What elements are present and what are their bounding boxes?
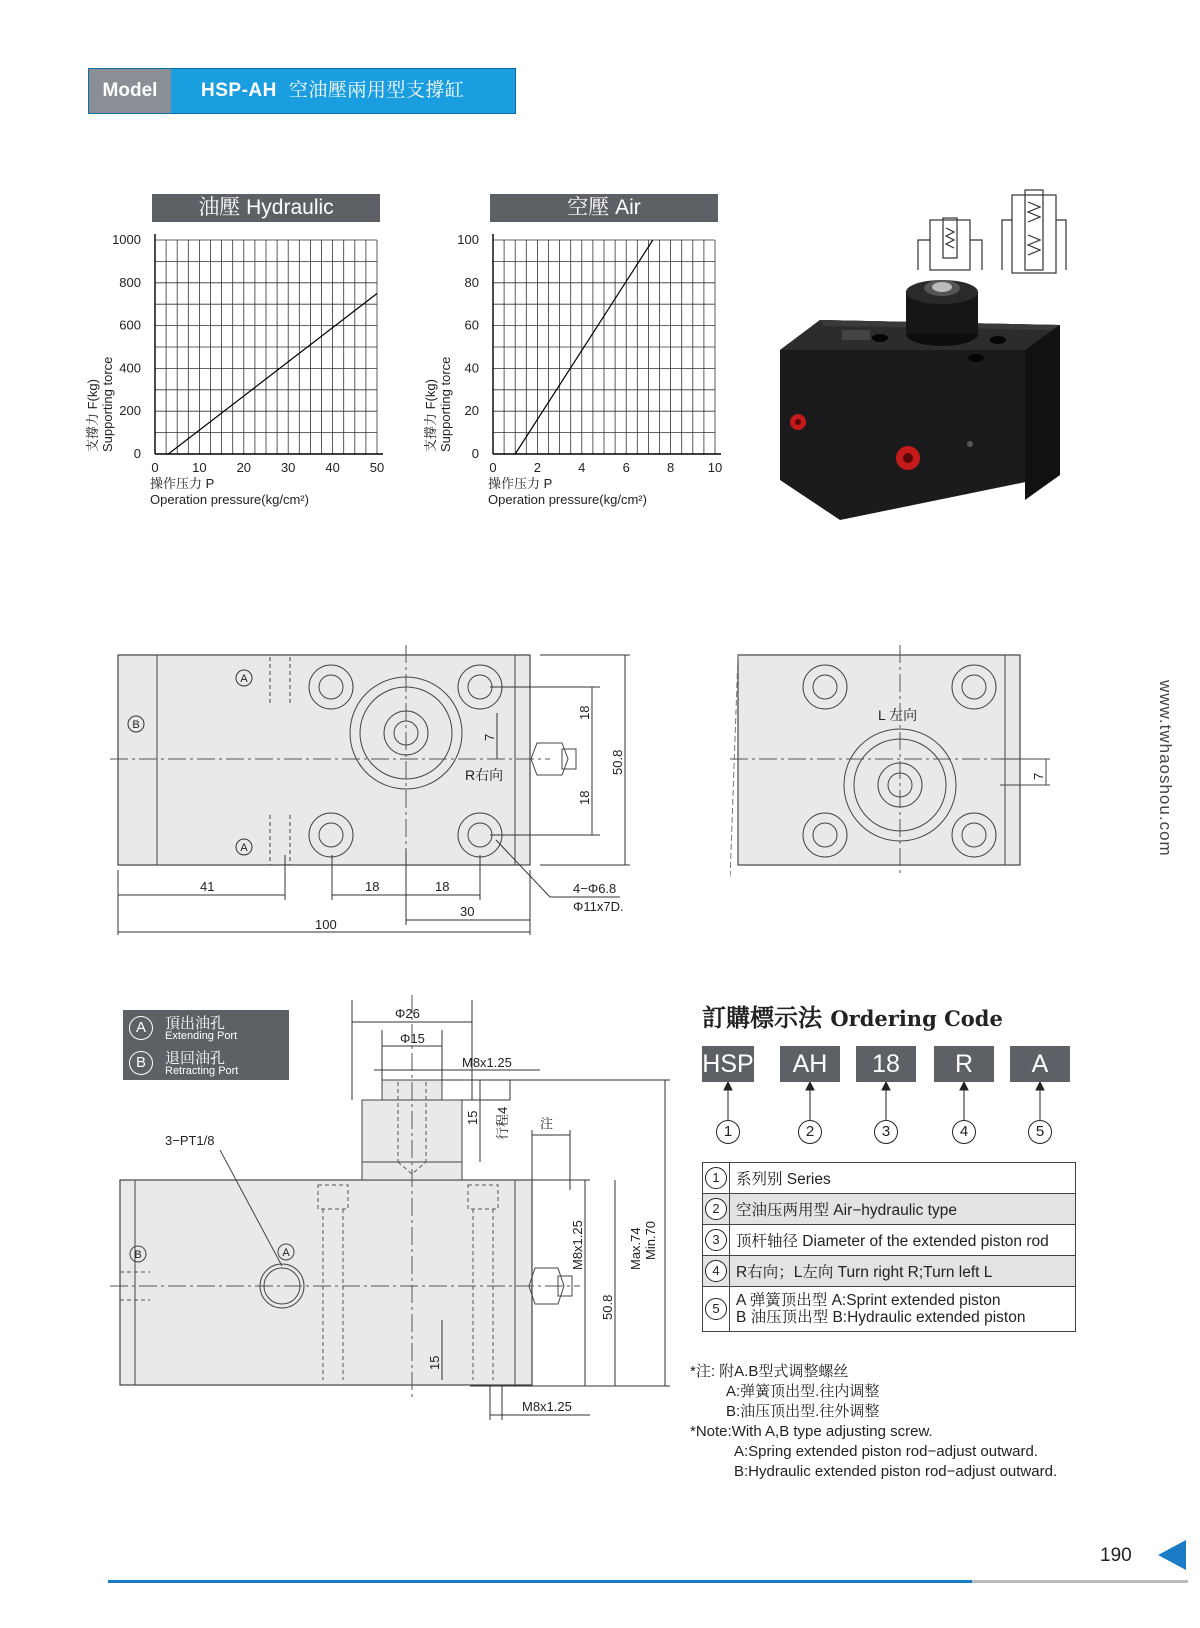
legend-a-en: Extending Port bbox=[165, 1030, 238, 1042]
y-tick-label: 0 bbox=[133, 446, 141, 461]
port-a-label-2: A bbox=[240, 842, 248, 854]
code-num-2: 2 bbox=[798, 1120, 822, 1144]
code-num-3: 3 bbox=[874, 1120, 898, 1144]
model-name: 空油壓兩用型支撐缸 bbox=[288, 80, 465, 101]
note-line: *注: 附A.B型式调整螺丝 bbox=[690, 1363, 849, 1380]
dim-min-70: Min.70 bbox=[643, 1220, 658, 1260]
side-view-drawing bbox=[110, 990, 680, 1430]
hydraulic-chart bbox=[80, 228, 410, 528]
x-label-cn: 操作压力 P bbox=[488, 476, 553, 491]
holes-spec-b: Φ11x7D. bbox=[573, 899, 624, 914]
dim-side-50-8: 50.8 bbox=[600, 1294, 615, 1320]
website-url: www.twhaoshou.com bbox=[1156, 680, 1175, 857]
note-line: B:Hydraulic extended piston rod−adjust outward. bbox=[734, 1463, 1058, 1480]
code-num-1: 1 bbox=[716, 1120, 740, 1144]
legend-b-en: Retracting Port bbox=[165, 1065, 239, 1077]
row-num: 1 bbox=[705, 1167, 727, 1189]
note-line: B:油压顶出型.往外调整 bbox=[726, 1403, 880, 1420]
legend-b-cn: 退回油孔 bbox=[165, 1050, 226, 1067]
dim-l-7: 7 bbox=[1031, 772, 1046, 780]
dim-v18a: 18 bbox=[577, 705, 592, 720]
code-box-series: HSP bbox=[702, 1046, 754, 1082]
side-note-label: 注 bbox=[540, 1116, 554, 1131]
y-label-en: Supporting torce bbox=[438, 356, 453, 452]
x-tick-label: 50 bbox=[369, 460, 385, 475]
x-label-cn: 操作压力 P bbox=[150, 476, 215, 491]
legend-a-cn: 頂出油孔 bbox=[165, 1015, 226, 1032]
note-line: A:Spring extended piston rod−adjust outward. bbox=[734, 1443, 1038, 1460]
note-line: *Note:With A,B type adjusting screw. bbox=[690, 1423, 933, 1440]
y-tick-label: 600 bbox=[119, 317, 141, 333]
x-tick-label: 20 bbox=[236, 460, 252, 475]
x-tick-label: 30 bbox=[280, 460, 296, 475]
model-label: Model bbox=[89, 69, 171, 113]
code-box-direction: R bbox=[934, 1046, 994, 1082]
legend-b-letter: B bbox=[129, 1051, 153, 1075]
dim-7: 7 bbox=[482, 733, 497, 741]
air-chart-title: 空壓 Air bbox=[490, 194, 718, 222]
y-label-en: Supporting torce bbox=[100, 356, 115, 452]
row-text: 顶杆轴径 Diameter of the extended piston rod bbox=[730, 1225, 1076, 1256]
r-direction-label: R右向 bbox=[465, 767, 504, 783]
x-tick-label: 0 bbox=[489, 460, 497, 475]
circuit-symbol-icon bbox=[918, 190, 1066, 273]
row-num: 3 bbox=[705, 1229, 727, 1251]
dim-phi15: Φ15 bbox=[400, 1031, 425, 1046]
dim-m8-vertical: M8x1.25 bbox=[570, 1220, 585, 1270]
dim-phi26: Φ26 bbox=[395, 1006, 420, 1021]
ordering-row bbox=[703, 1287, 1076, 1332]
port-b-label: B bbox=[132, 719, 140, 731]
dim-100: 100 bbox=[315, 917, 337, 932]
row-text-b: B 油压顶出型 B:Hydraulic extended piston bbox=[736, 1309, 1026, 1326]
dim-m8-top: M8x1.25 bbox=[462, 1055, 512, 1070]
row-num: 2 bbox=[705, 1198, 727, 1220]
ordering-title-en: Ordering Code bbox=[830, 1006, 1003, 1031]
footer-line bbox=[108, 1580, 1188, 1583]
row-text: 空油压两用型 Air−hydraulic type bbox=[730, 1194, 1076, 1225]
ordering-title-cn: 訂購標示法 bbox=[702, 1003, 822, 1032]
x-tick-label: 6 bbox=[622, 460, 630, 475]
y-tick-label: 800 bbox=[119, 274, 141, 290]
y-tick-label: 40 bbox=[464, 360, 479, 376]
row-text: 系列别 Series bbox=[730, 1163, 1076, 1194]
model-header bbox=[88, 68, 516, 114]
dim-50-8: 50.8 bbox=[610, 749, 625, 775]
ordering-row bbox=[703, 1225, 1076, 1256]
dim-stroke: 行程4 bbox=[495, 1106, 510, 1140]
y-tick-label: 60 bbox=[464, 317, 479, 333]
hydraulic-chart-title: 油壓 Hydraulic bbox=[152, 194, 380, 222]
dim-side-15b: 15 bbox=[427, 1355, 442, 1370]
code-num-4: 4 bbox=[952, 1120, 976, 1144]
dim-max-74: Max.74 bbox=[628, 1227, 643, 1270]
x-label-en: Operation pressure(kg/cm²) bbox=[150, 492, 309, 507]
y-tick-label: 100 bbox=[457, 232, 479, 247]
pt-spec: 3−PT1/8 bbox=[165, 1133, 215, 1148]
x-label-en: Operation pressure(kg/cm²) bbox=[488, 492, 647, 507]
ordering-row bbox=[703, 1163, 1076, 1194]
holes-spec-a: 4−Φ6.8 bbox=[573, 881, 617, 896]
notes-block bbox=[690, 1362, 1057, 1482]
x-tick-label: 40 bbox=[325, 460, 340, 475]
row-num: 4 bbox=[705, 1260, 727, 1282]
code-box-spring: A bbox=[1010, 1046, 1070, 1082]
ordering-code-title bbox=[702, 998, 1003, 1033]
ordering-row bbox=[703, 1194, 1076, 1225]
code-box-diameter: 18 bbox=[856, 1046, 916, 1082]
y-tick-label: 0 bbox=[471, 446, 479, 461]
top-view-drawing-l bbox=[730, 645, 1070, 885]
product-photo bbox=[780, 180, 1080, 530]
air-chart bbox=[418, 228, 748, 528]
ordering-row bbox=[703, 1256, 1076, 1287]
dim-41: 41 bbox=[200, 879, 215, 894]
model-code: HSP-AH bbox=[201, 80, 277, 101]
side-port-b: B bbox=[134, 1249, 142, 1261]
y-tick-label: 200 bbox=[119, 403, 141, 419]
dim-18b: 18 bbox=[435, 879, 450, 894]
triangle-marker-icon bbox=[1158, 1540, 1186, 1570]
port-a-label-1: A bbox=[240, 673, 248, 685]
x-tick-label: 0 bbox=[151, 460, 159, 475]
dim-side-15: 15 bbox=[465, 1110, 480, 1125]
side-port-a: A bbox=[282, 1247, 290, 1259]
l-direction-label: L 左向 bbox=[878, 707, 918, 723]
top-view-drawing-r bbox=[110, 645, 670, 945]
dim-m8-bottom: M8x1.25 bbox=[522, 1399, 572, 1414]
code-num-5: 5 bbox=[1028, 1120, 1052, 1144]
model-title bbox=[201, 69, 464, 113]
dim-18a: 18 bbox=[365, 879, 380, 894]
row-num: 5 bbox=[705, 1298, 727, 1320]
y-tick-label: 20 bbox=[464, 403, 479, 419]
dim-v18b: 18 bbox=[577, 790, 592, 805]
code-box-type: AH bbox=[780, 1046, 840, 1082]
x-tick-label: 10 bbox=[192, 460, 207, 475]
row-text-a: A 弹簧顶出型 A:Sprint extended piston bbox=[736, 1292, 1001, 1309]
x-tick-label: 4 bbox=[578, 460, 586, 475]
y-tick-label: 1000 bbox=[112, 232, 141, 247]
dim-30: 30 bbox=[460, 904, 475, 919]
row-text: R右向；L左向 Turn right R;Turn left L bbox=[730, 1256, 1076, 1287]
note-line: A:弹簧顶出型.往内调整 bbox=[726, 1383, 880, 1400]
ordering-table bbox=[702, 1162, 1076, 1332]
y-label-cn: 支撐力 F(kg) bbox=[423, 379, 438, 452]
x-tick-label: 2 bbox=[533, 460, 542, 475]
y-tick-label: 80 bbox=[464, 274, 479, 290]
legend-a-letter: A bbox=[129, 1016, 153, 1040]
x-tick-label: 8 bbox=[666, 460, 675, 475]
x-tick-label: 10 bbox=[707, 460, 723, 475]
y-label-cn: 支撐力 F(kg) bbox=[85, 379, 100, 452]
code-arrows bbox=[700, 1082, 1080, 1122]
page-number: 190 bbox=[1100, 1545, 1132, 1566]
y-tick-label: 400 bbox=[119, 360, 141, 376]
